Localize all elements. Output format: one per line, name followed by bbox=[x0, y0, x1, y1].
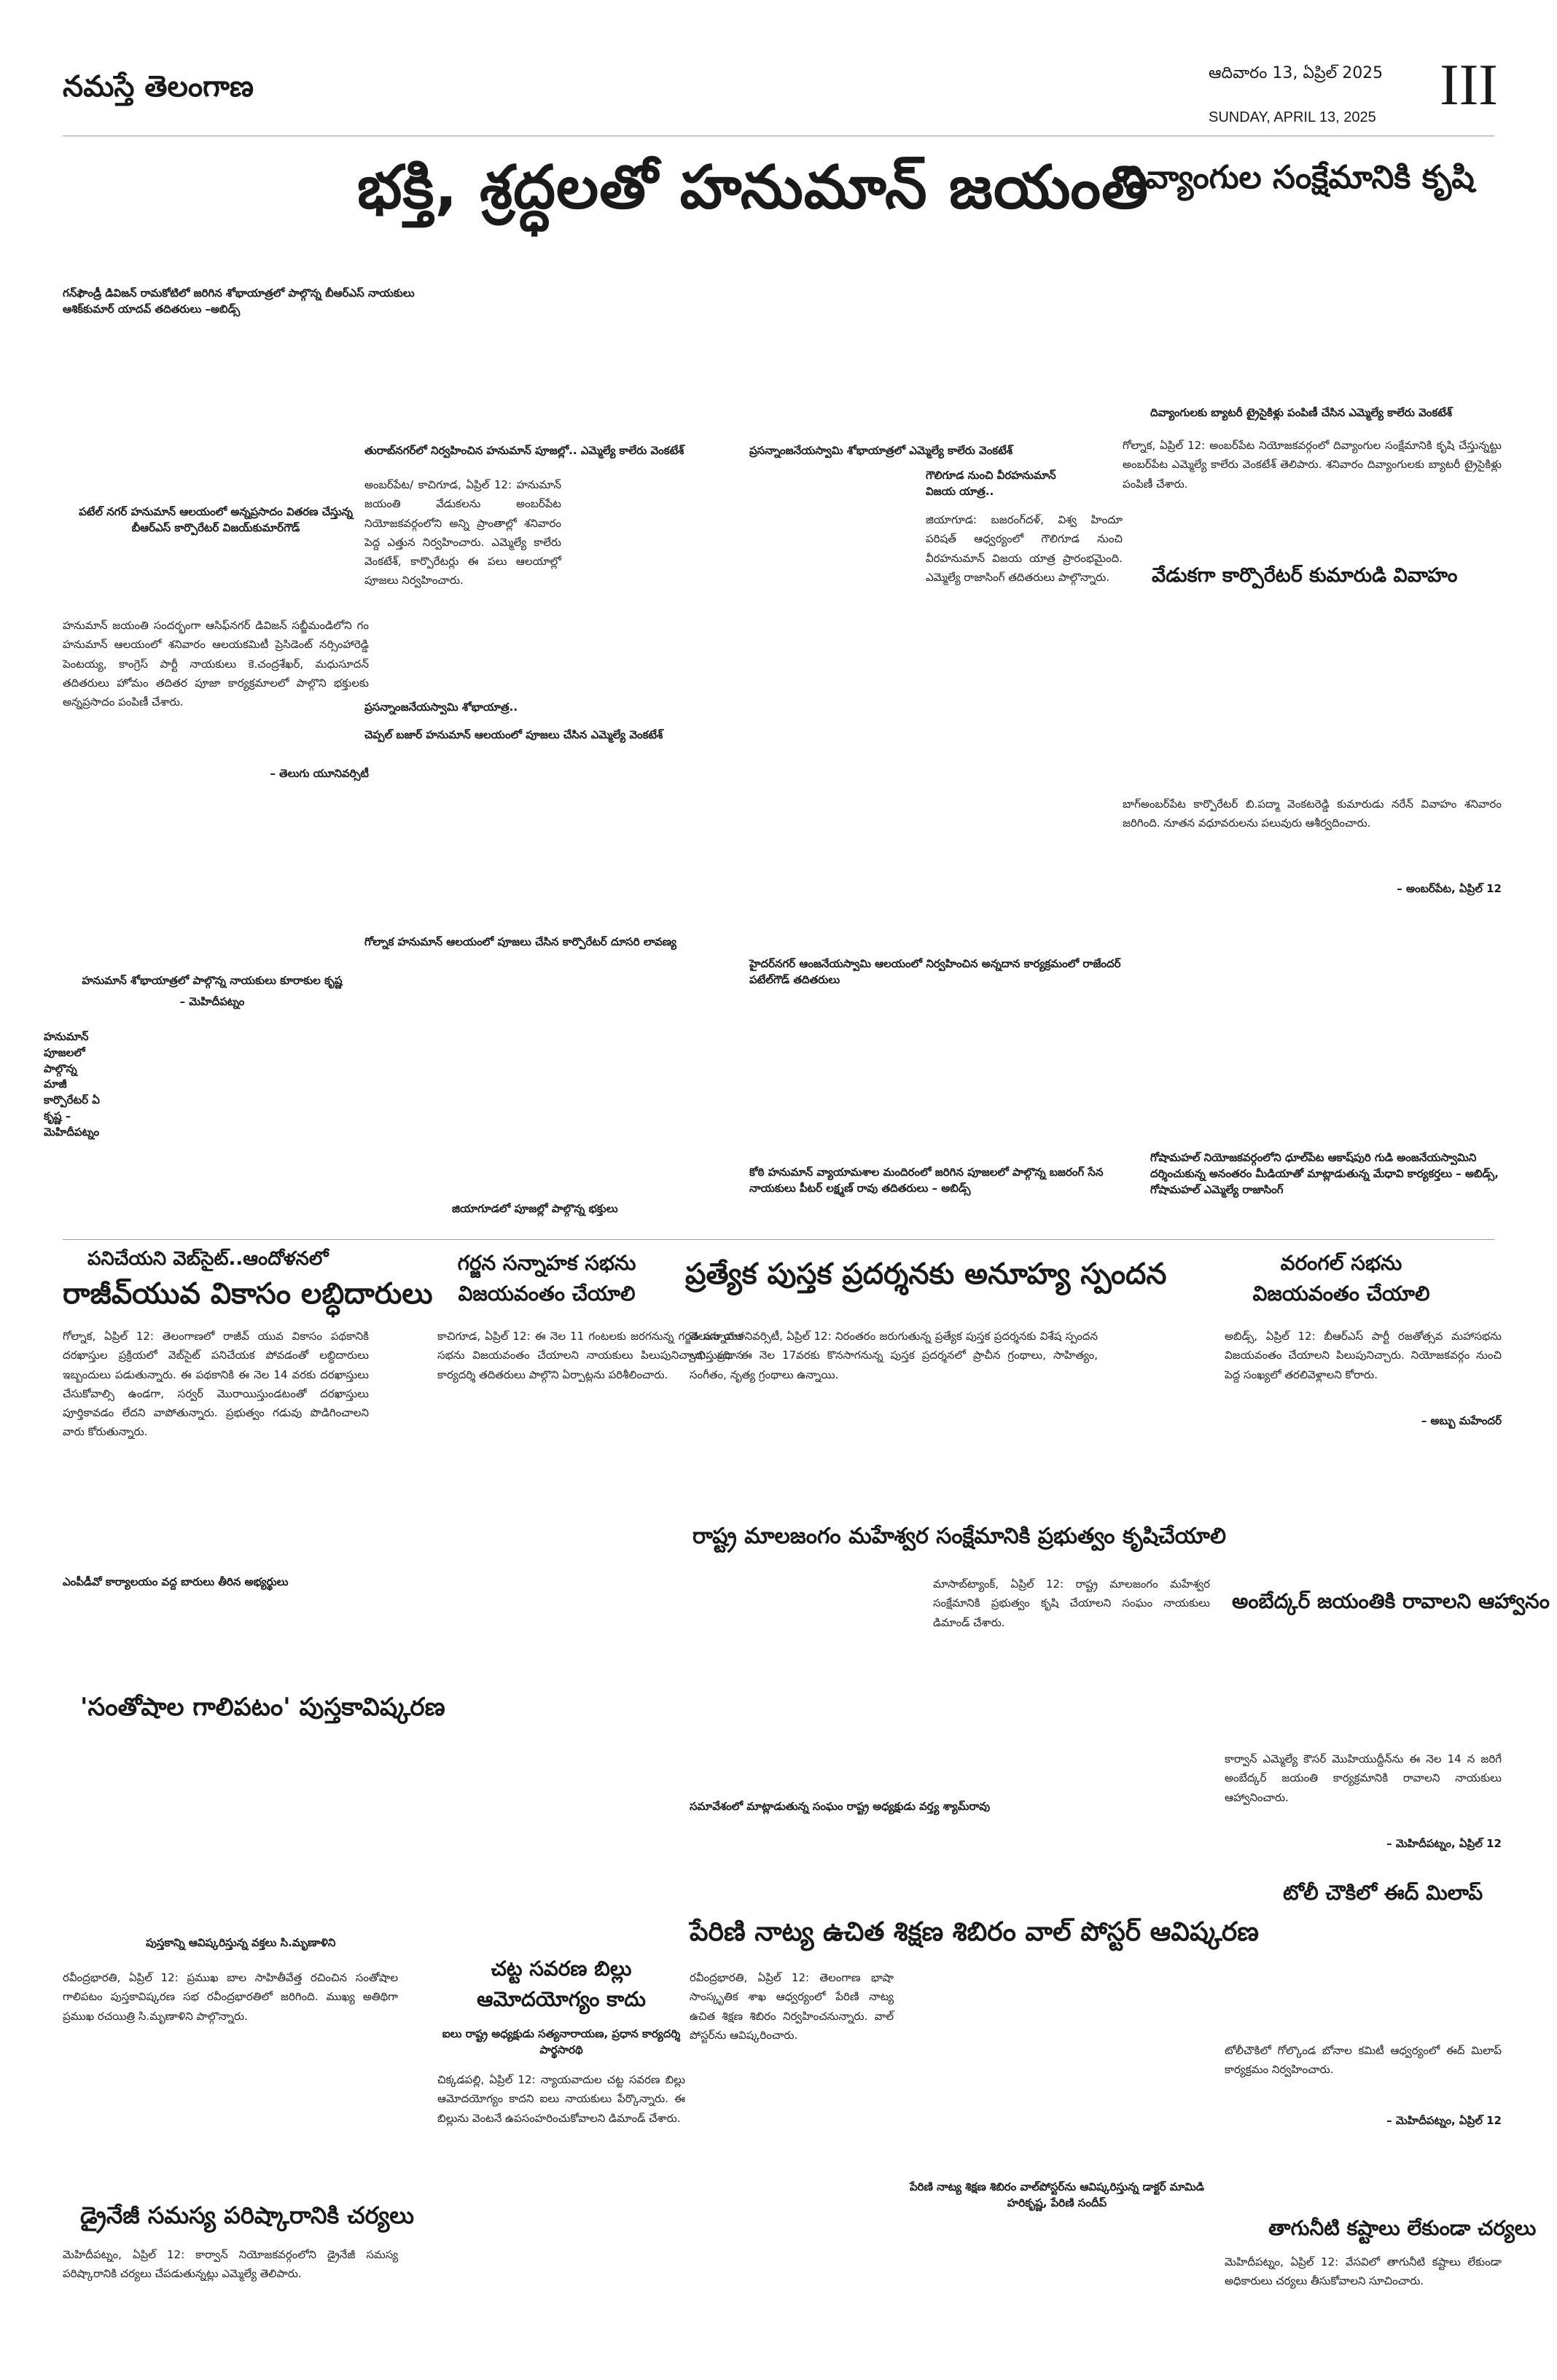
a6-credit: – మెహిదీపట్నం, ఏప్రిల్ 12 bbox=[1386, 2114, 1502, 2127]
a12-text: మెహిదీపట్నం, ఏప్రిల్ 12: వేసవిలో తాగునీటి కష్టాలు లేకుండా అధికారులు చర్యలు తీసుకోవాలని సూచించారు. bbox=[1225, 2255, 1502, 2288]
wedding-credit: – అంబర్‌పేట, ఏప్రిల్ 12 bbox=[1397, 882, 1502, 895]
section-rule bbox=[63, 1239, 1494, 1240]
caption-golnaka: గోల్నాక హనుమాన్ ఆలయంలో పూజలు చేసిన కార్పొరేటర్ దూసరి లావణ్య bbox=[364, 935, 676, 948]
a4-credit: – అబ్బు మహేందర్ bbox=[1421, 1414, 1502, 1427]
a10-headline: పేరిణి నాట్య ఉచిత శిక్షణ శిబిరం వాల్ పోస్టర్ ఆవిష్కరణ bbox=[690, 1917, 1260, 1947]
a6-headline: టోలీ చౌకిలో ఈద్ మిలాప్ bbox=[1283, 1881, 1483, 1905]
caption-divyang: దివ్యాంగులకు బ్యాటరీ ట్రైసైకిళ్లు పంపిణీ చేసిన ఎమ్మెల్యే కాలేరు వెంకటేశ్ bbox=[1150, 406, 1453, 419]
caption-prasanna: ప్రసన్నాంజనేయస్వామి శోభాయాత్రలో ఎమ్మెల్యే కాలేరు వెంకటేశ్ bbox=[749, 444, 1012, 457]
a7-text: మాసాబ్‌ట్యాంక్, ఏప్రిల్ 12: రాష్ట్ర మాలజంగం మహేశ్వర సంక్షేమానికి ప్రభుత్వం కృషి చేయాలని సంఘం నాయకులు డిమాండ్ చేశారు. bbox=[933, 1577, 1210, 1629]
masthead-logo: నమస్తే తెలంగాణ bbox=[63, 70, 254, 104]
a2-headline: గర్జన సన్నాహక సభను విజయవంతం చేయాలి bbox=[457, 1251, 636, 1306]
a8-sub: పుస్తకాన్ని ఆవిష్కరిస్తున్న వక్తలు సి.మృణాళిని bbox=[146, 1936, 336, 1949]
caption-shobha: హనుమాన్ శోభాయాత్రలో పాల్గొన్న నాయకులు కూరాకుల కృష్ణ bbox=[82, 974, 343, 987]
main-headline: భక్తి, శ్రద్ధలతో హనుమాన్ జయంతి bbox=[357, 153, 1150, 222]
caption-koti: కోఠి హనుమాన్ వ్యాయామశాల మందిరంలో జరిగిన పూజలలో పాల్గొన్న బజరంగ్ సేన నాయకులు పీటర్ లక్ష్మణ్ రావు తదితరులు – అబిడ్స్ bbox=[749, 1166, 1104, 1195]
col3-text: జియాగూడ: బజరంగ్‌దళ్, విశ్వ హిందూ పరిషత్ ఆధ్వర్యంలో గౌలిగూడ నుంచి వీరహనుమాన్ విజయ యాత్ర ప్రారంభమైంది. ఎమ్మెల్యే రాజాసింగ్ తదితరులు పాల్గొన్నారు. bbox=[926, 513, 1123, 584]
a4-text: అబిడ్స్, ఏప్రిల్ 12: బీఆర్ఎస్ పార్టీ రజతోత్సవ మహాసభను విజయవంతం చేయాలని పిలుపునిచ్చారు. నియోజకవర్గం నుంచి పెద్ద సంఖ్యలో తరలివెళ్లాలని కోరారు. bbox=[1225, 1330, 1502, 1381]
a5-credit: – మెహిదీపట్నం, ఏప్రిల్ 12 bbox=[1386, 1837, 1502, 1850]
caption-patel: పటేల్ నగర్ హనుమాన్ ఆలయంలో అన్నప్రసాదం వితరణ చేస్తున్న బీఆర్ఎస్ కార్పొరేటర్ విజయ్‌కుమార్‌గౌడ్ bbox=[79, 505, 353, 534]
a7-sub: సమావేశంలో మాట్లాడుతున్న సంఘం రాష్ట్ర అధ్యక్షుడు వర్త్య శ్యామ్‌రావు bbox=[690, 1800, 991, 1813]
a11-text: మెహిదీపట్నం, ఏప్రిల్ 12: కార్వాన్ నియోజకవర్గంలోని డ్రైనేజీ సమస్య పరిష్కారానికి చర్యలు చేపడుతున్నట్లు ఎమ్మెల్యే తెలిపారు. bbox=[63, 2248, 398, 2281]
a10-text: రవీంద్రభారతి, ఏప్రిల్ 12: తెలంగాణ భాషా సాంస్కృతిక శాఖ ఆధ్వర్యంలో పేరిణి నాట్య ఉచిత శిక్షణ శిబిరం నిర్వహించనున్నారు. వాల్ పోస్టర్‌ను ఆవిష్కరించారు. bbox=[690, 1971, 894, 2042]
a3-headline: ప్రత్యేక పుస్తక ప్రదర్శనకు అనూహ్య స్పందన bbox=[685, 1257, 1167, 1291]
a4-headline: వరంగల్ సభను విజయవంతం చేయాలి bbox=[1252, 1251, 1430, 1306]
col3-head: గౌలిగూడ నుంచి వీరహనుమాన్ విజయ యాత్ర.. bbox=[926, 469, 1056, 498]
a1-text: గోల్నాక, ఏప్రిల్ 12: తెలంగాణలో రాజీవ్ యువ వికాసం పథకానికి దరఖాస్తుల ప్రక్రియలో వెబ్‌సైట్ పనిచేయక పోవడంతో లబ్ధిదారులు ఇబ్బందులు పడుతున్నారు. ఈ పథకానికి ఈ నెల 14 వరకు దరఖాస్తులు చేసుకోవాల్సి ఉండగా, సర్వర్ మొరాయిస్తుండటంతో దరఖాస్తులు పూర్తికావడం లేదని వాపోతున్నారు. ప్రభుత్వం గడువు పొడిగించాలని వారు కోరుతున్నారు. bbox=[63, 1330, 369, 1439]
a1-kicker: పనిచేయని వెబ్‌సైట్..ఆందోళనలో bbox=[87, 1248, 329, 1270]
a6-text: టోలీచౌకిలో గోల్కొండ బోనాల కమిటీ ఆధ్వర్యంలో ఈద్ మిలాప్ కార్యక్రమం నిర్వహించారు. bbox=[1225, 2044, 1502, 2077]
wedding-headline: వేడుకగా కార్పొరేటర్ కుమారుడి వివాహం bbox=[1152, 564, 1458, 587]
date-english: SUNDAY, APRIL 13, 2025 bbox=[1209, 109, 1376, 125]
page-number: III bbox=[1440, 53, 1498, 117]
hanuman-credit: – తెలుగు యూనివర్సిటీ bbox=[270, 767, 369, 780]
caption-gunfoundry: గన్‌ఫౌండ్రీ డివిజన్ రామకోటిలో జరిగిన శోభాయాత్రలో పాల్గొన్న బీఆర్ఎస్ నాయకులు ఆశిక్‌కుమార్ యాదవ్ తదితరులు –అబిడ్స్ bbox=[63, 286, 415, 316]
divyang-text: గోల్నాక, ఏప్రిల్ 12: అంబర్‌పేట నియోజకవర్గంలో దివ్యాంగుల సంక్షేమానికి కృషి చేస్తున్నట్టు అంబర్‌పేట ఎమ్మెల్యే కాలేరు వెంకటేశ్ తెలిపారు. శనివారం దివ్యాంగులకు బ్యాటరీ ట్రైసైకిళ్లు పంపిణీ చేశారు. bbox=[1123, 439, 1502, 491]
caption-zia: జియాగూడలో పూజల్లో పాల్గొన్న భక్తులు bbox=[452, 1202, 618, 1215]
a9-headline: చట్ట సవరణ బిల్లు ఆమోదయోగ్యం కాదు bbox=[477, 1956, 646, 2011]
a8-text: రవీంద్రభారతి, ఏప్రిల్ 12: ప్రముఖ బాల సాహితీవేత్త రచించిన సంతోషాల గాలిపటం పుస్తకావిష్కరణ సభ రవీంద్రభారతిలో జరిగింది. ముఖ్య అతిథిగా ప్రముఖ రచయిత్రి సి.మృణాళిని పాల్గొన్నారు. bbox=[63, 1971, 398, 2023]
a7-headline: రాష్ట్ర మాలజంగం మహేశ్వర సంక్షేమానికి ప్రభుత్వం కృషిచేయాలి bbox=[692, 1523, 1226, 1549]
a11-headline: డ్రైనేజీ సమస్య పరిష్కారానికి చర్యలు bbox=[80, 2201, 415, 2229]
date-telugu: ఆదివారం 13, ఏప్రిల్ 2025 bbox=[1209, 64, 1384, 82]
wedding-text: బాగ్‌అంబర్‌పేట కార్పొరేటర్ బి.పద్మా వెంకటరెడ్డి కుమారుడు నరేన్ వివాహం శనివారం జరిగింది. నూతన వధూవరులను పలువురు ఆశీర్వదించారు. bbox=[1123, 797, 1502, 830]
a2-text: కాచిగూడ, ఏప్రిల్ 12: ఈ నెల 11 గంటలకు జరగనున్న గర్జన సన్నాహక సభను విజయవంతం చేయాలని నాయకులు పిలుపునిచ్చారు. ప్రధాన కార్యదర్శి తదితరులు పాల్గొని ఏర్పాట్లను పరిశీలించారు. bbox=[437, 1330, 744, 1381]
a1-sub: ఎంపీడీవో కార్యాలయం వద్ద బారులు తీరిన అభ్యర్థులు bbox=[63, 1575, 289, 1588]
a12-headline: తాగునీటి కష్టాలు లేకుండా చర్యలు bbox=[1268, 2216, 1537, 2240]
caption-shobha-credit: – మెహిదీపట్నం bbox=[179, 995, 245, 1008]
caption-turab: తురాబ్‌నగర్‌లో నిర్వహించిన హనుమాన్ పూజల్లో.. ఎమ్మెల్యే కాలేరు వెంకటేశ్ bbox=[364, 444, 684, 457]
right-headline: దివ్యాంగుల సంక్షేమానికి కృషి bbox=[1123, 159, 1475, 196]
col2-sub: ప్రసన్నాంజనేయస్వామి శోభాయాత్ర.. bbox=[364, 701, 518, 714]
a8-headline: 'సంతోషాల గాలిపటం' పుస్తకావిష్కరణ bbox=[80, 1693, 445, 1722]
a5-text: కార్వాన్ ఎమ్మెల్యే కౌసర్ మొహియుద్దీన్‌ను ఈ నెల 14 న జరిగే అంబేద్కర్ జయంతి కార్యక్రమానికి రావాలని నాయకులు ఆహ్వానించారు. bbox=[1225, 1752, 1502, 1804]
a3-text: తెలుగు యూనివర్సిటీ, ఏప్రిల్ 12: నిరంతరం జరుగుతున్న ప్రత్యేక పుస్తక ప్రదర్శనకు విశేష స్పందన లభిస్తుంది. ఈ నెల 17వరకు కొనసాగనున్న పుస్తక ప్రదర్శనలో ప్రాచీన గ్రంథాలు, సాహిత్యం, సంగీతం, నృత్య గ్రంథాలు ఉన్నాయి. bbox=[690, 1330, 1098, 1381]
caption-chappal: చెప్పల్ బజార్ హనుమాన్ ఆలయంలో పూజలు చేసిన ఎమ్మెల్యే వెంకటేశ్ bbox=[364, 728, 663, 741]
a9-text: చిక్కడపల్లి, ఏప్రిల్ 12: న్యాయవాదుల చట్ట సవరణ బిల్లు ఆమోదయోగ్యం కాదని ఐలు నాయకులు పేర్కొన్నారు. ఈ బిల్లును వెంటనే ఉపసంహరించుకోవాలని డిమాండ్ చేశారు. bbox=[437, 2073, 685, 2125]
a9-sub: ఐలు రాష్ట్ర అధ్యక్షుడు సత్యనారాయణ, ప్రధాన కార్యదర్శి పార్థసారథి bbox=[442, 2027, 681, 2056]
caption-hydar: హైదర్‌నగర్ ఆంజనేయస్వామి ఆలయంలో నిర్వహించిన అన్నదాన కార్యక్రమంలో రాజేందర్ పటేల్‌గౌడ్ తదితరులు bbox=[749, 957, 1121, 986]
a5-headline: అంబేద్కర్ జయంతికి రావాలని ఆహ్వానం bbox=[1232, 1589, 1550, 1613]
a1-headline: రాజీవ్‌యువ వికాసం లబ్ధిదారులు bbox=[63, 1277, 433, 1311]
caption-goshamahal: గోషామహల్ నియోజకవర్గంలోని ధూల్‌పేట ఆకాష్‌పురి గుడి అంజనేయస్వామిని దర్శించుకున్న అనంతరం మీడియాతో మాట్లాడుతున్న మేధావి కార్యకర్తలు – అబిడ్స్, గోషామహల్ ఎమ్మెల్యే రాజాసింగ్ bbox=[1150, 1151, 1499, 1196]
a10-sub: పేరిణి నాట్య శిక్షణ శిబిరం వాల్‌పోస్టర్‌ను ఆవిష్కరిస్తున్న డాక్టర్ మామిడి హరికృష్ణ, పేరిణి సందీప్ bbox=[909, 2180, 1204, 2209]
hanuman-body: హనుమాన్ జయంతి సందర్భంగా ఆసిఫ్‌నగర్ డివిజన్ సబ్జీమండిలోని గం హనుమాన్ ఆలయంలో శనివారం ఆలయకమిటీ ప్రెసిడెంట్ నర్సింహారెడ్డి పెంటయ్య, కాంగ్రెస్ పార్టీ నాయకులు కె.చంద్రశేఖర్, మధుసూదన్ తదితరులు హోమం తదితర పూజా కార్యక్రమాలలో పాల్గొని భక్తులకు అన్నప్రసాదం పంపిణీ చేశారు. bbox=[63, 619, 369, 709]
col2-text: అంబర్‌పేట/ కాచిగూడ, ఏప్రిల్ 12: హనుమాన్ జయంతి వేడుకలను అంబర్‌పేట నియోజకవర్గంలోని అన్ని ప్రాంతాల్లో శనివారం పెద్ద ఎత్తున నిర్వహించారు. ఎమ్మెల్యే కాలేరు వెంకటేశ్, కార్పొరేటర్లు ఈ పలు ఆలయాల్లో పూజలు నిర్వహించారు. bbox=[364, 478, 561, 588]
side-caption: హనుమాన్ పూజలలో పాల్గొన్న మాజీ కార్పొరేటర్ ఏ కృష్ణ – మెహిదీపట్నం bbox=[44, 1030, 100, 1139]
